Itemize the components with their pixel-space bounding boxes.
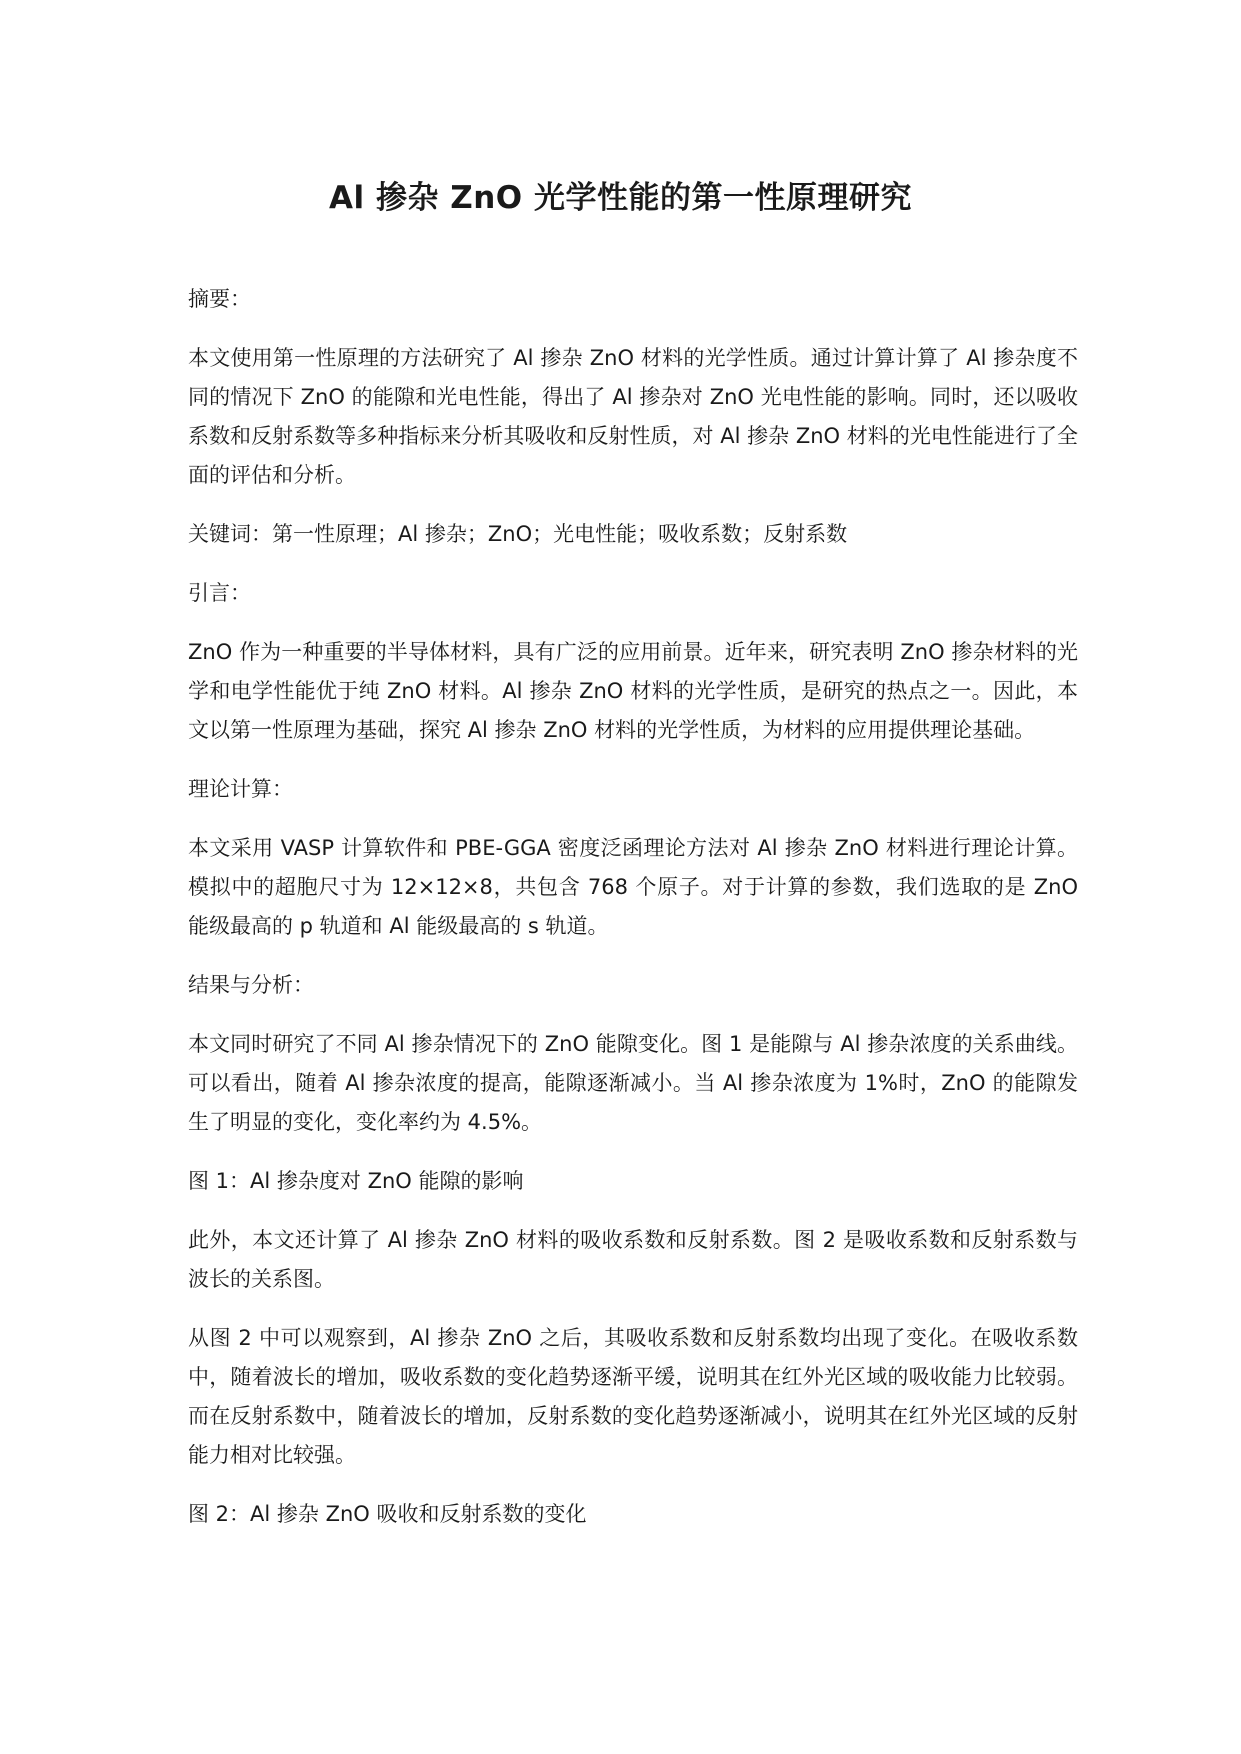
abstract-heading: 摘要：: [188, 287, 251, 311]
introduction-paragraph: ZnO 作为一种重要的半导体材料，具有广泛的应用前景。近年来，研究表明 ZnO 掺杂材料的光学和电学性能优于纯 ZnO 材料。Al 掺杂 ZnO 材料的光学性质，是研究的热点之一。因此，本文以第一性原理为基础，探究 Al 掺杂 ZnO 材料的光学性质，为材料的应用提供理论基础。: [188, 640, 1078, 742]
results-heading: 结果与分析：: [188, 973, 314, 997]
document-body: [188, 280, 1078, 1554]
results-paragraph-3: 从图 2 中可以观察到，Al 掺杂 ZnO 之后，其吸收系数和反射系数均出现了变化。在吸收系数中，随着波长的增加，吸收系数的变化趋势逐渐平缓，说明其在红外光区域的吸收能力比较弱。而在反射系数中，随着波长的增加，反射系数的变化趋势逐渐减小，说明其在红外光区域的反射能力相对比较强。: [188, 1326, 1078, 1467]
theory-heading: 理论计算：: [188, 777, 293, 801]
abstract-paragraph: 本文使用第一性原理的方法研究了 Al 掺杂 ZnO 材料的光学性质。通过计算计算了 Al 掺杂度不同的情况下 ZnO 的能隙和光电性能，得出了 Al 掺杂对 ZnO 光电性能的影响。同时，还以吸收系数和反射系数等多种指标来分析其吸收和反射性质，对 Al 掺杂 ZnO 材料的光电性能进行了全面的评估和分析。: [188, 346, 1078, 487]
introduction-heading: 引言：: [188, 581, 251, 605]
figure-1-caption: 图 1：Al 掺杂度对 ZnO 能隙的影响: [188, 1169, 524, 1193]
results-paragraph-2: 此外，本文还计算了 Al 掺杂 ZnO 材料的吸收系数和反射系数。图 2 是吸收系数和反射系数与波长的关系图。: [188, 1228, 1078, 1291]
figure-2-caption: 图 2：Al 掺杂 ZnO 吸收和反射系数的变化: [188, 1502, 587, 1526]
results-paragraph-1: 本文同时研究了不同 Al 掺杂情况下的 ZnO 能隙变化。图 1 是能隙与 Al 掺杂浓度的关系曲线。可以看出，随着 Al 掺杂浓度的提高，能隙逐渐减小。当 Al 掺杂浓度为 1%时，ZnO 的能隙发生了明显的变化，变化率约为 4.5%。: [188, 1032, 1078, 1134]
document-title: Al 掺杂 ZnO 光学性能的第一性原理研究: [329, 180, 912, 216]
keywords-line: 关键词：第一性原理；Al 掺杂；ZnO；光电性能；吸收系数；反射系数: [188, 522, 848, 546]
theory-paragraph: 本文采用 VASP 计算软件和 PBE-GGA 密度泛函理论方法对 Al 掺杂 ZnO 材料进行理论计算。模拟中的超胞尺寸为 12×12×8，共包含 768 个原子。对于计算的参数，我们选取的是 ZnO 能级最高的 p 轨道和 Al 能级最高的 s 轨道。: [188, 836, 1078, 938]
